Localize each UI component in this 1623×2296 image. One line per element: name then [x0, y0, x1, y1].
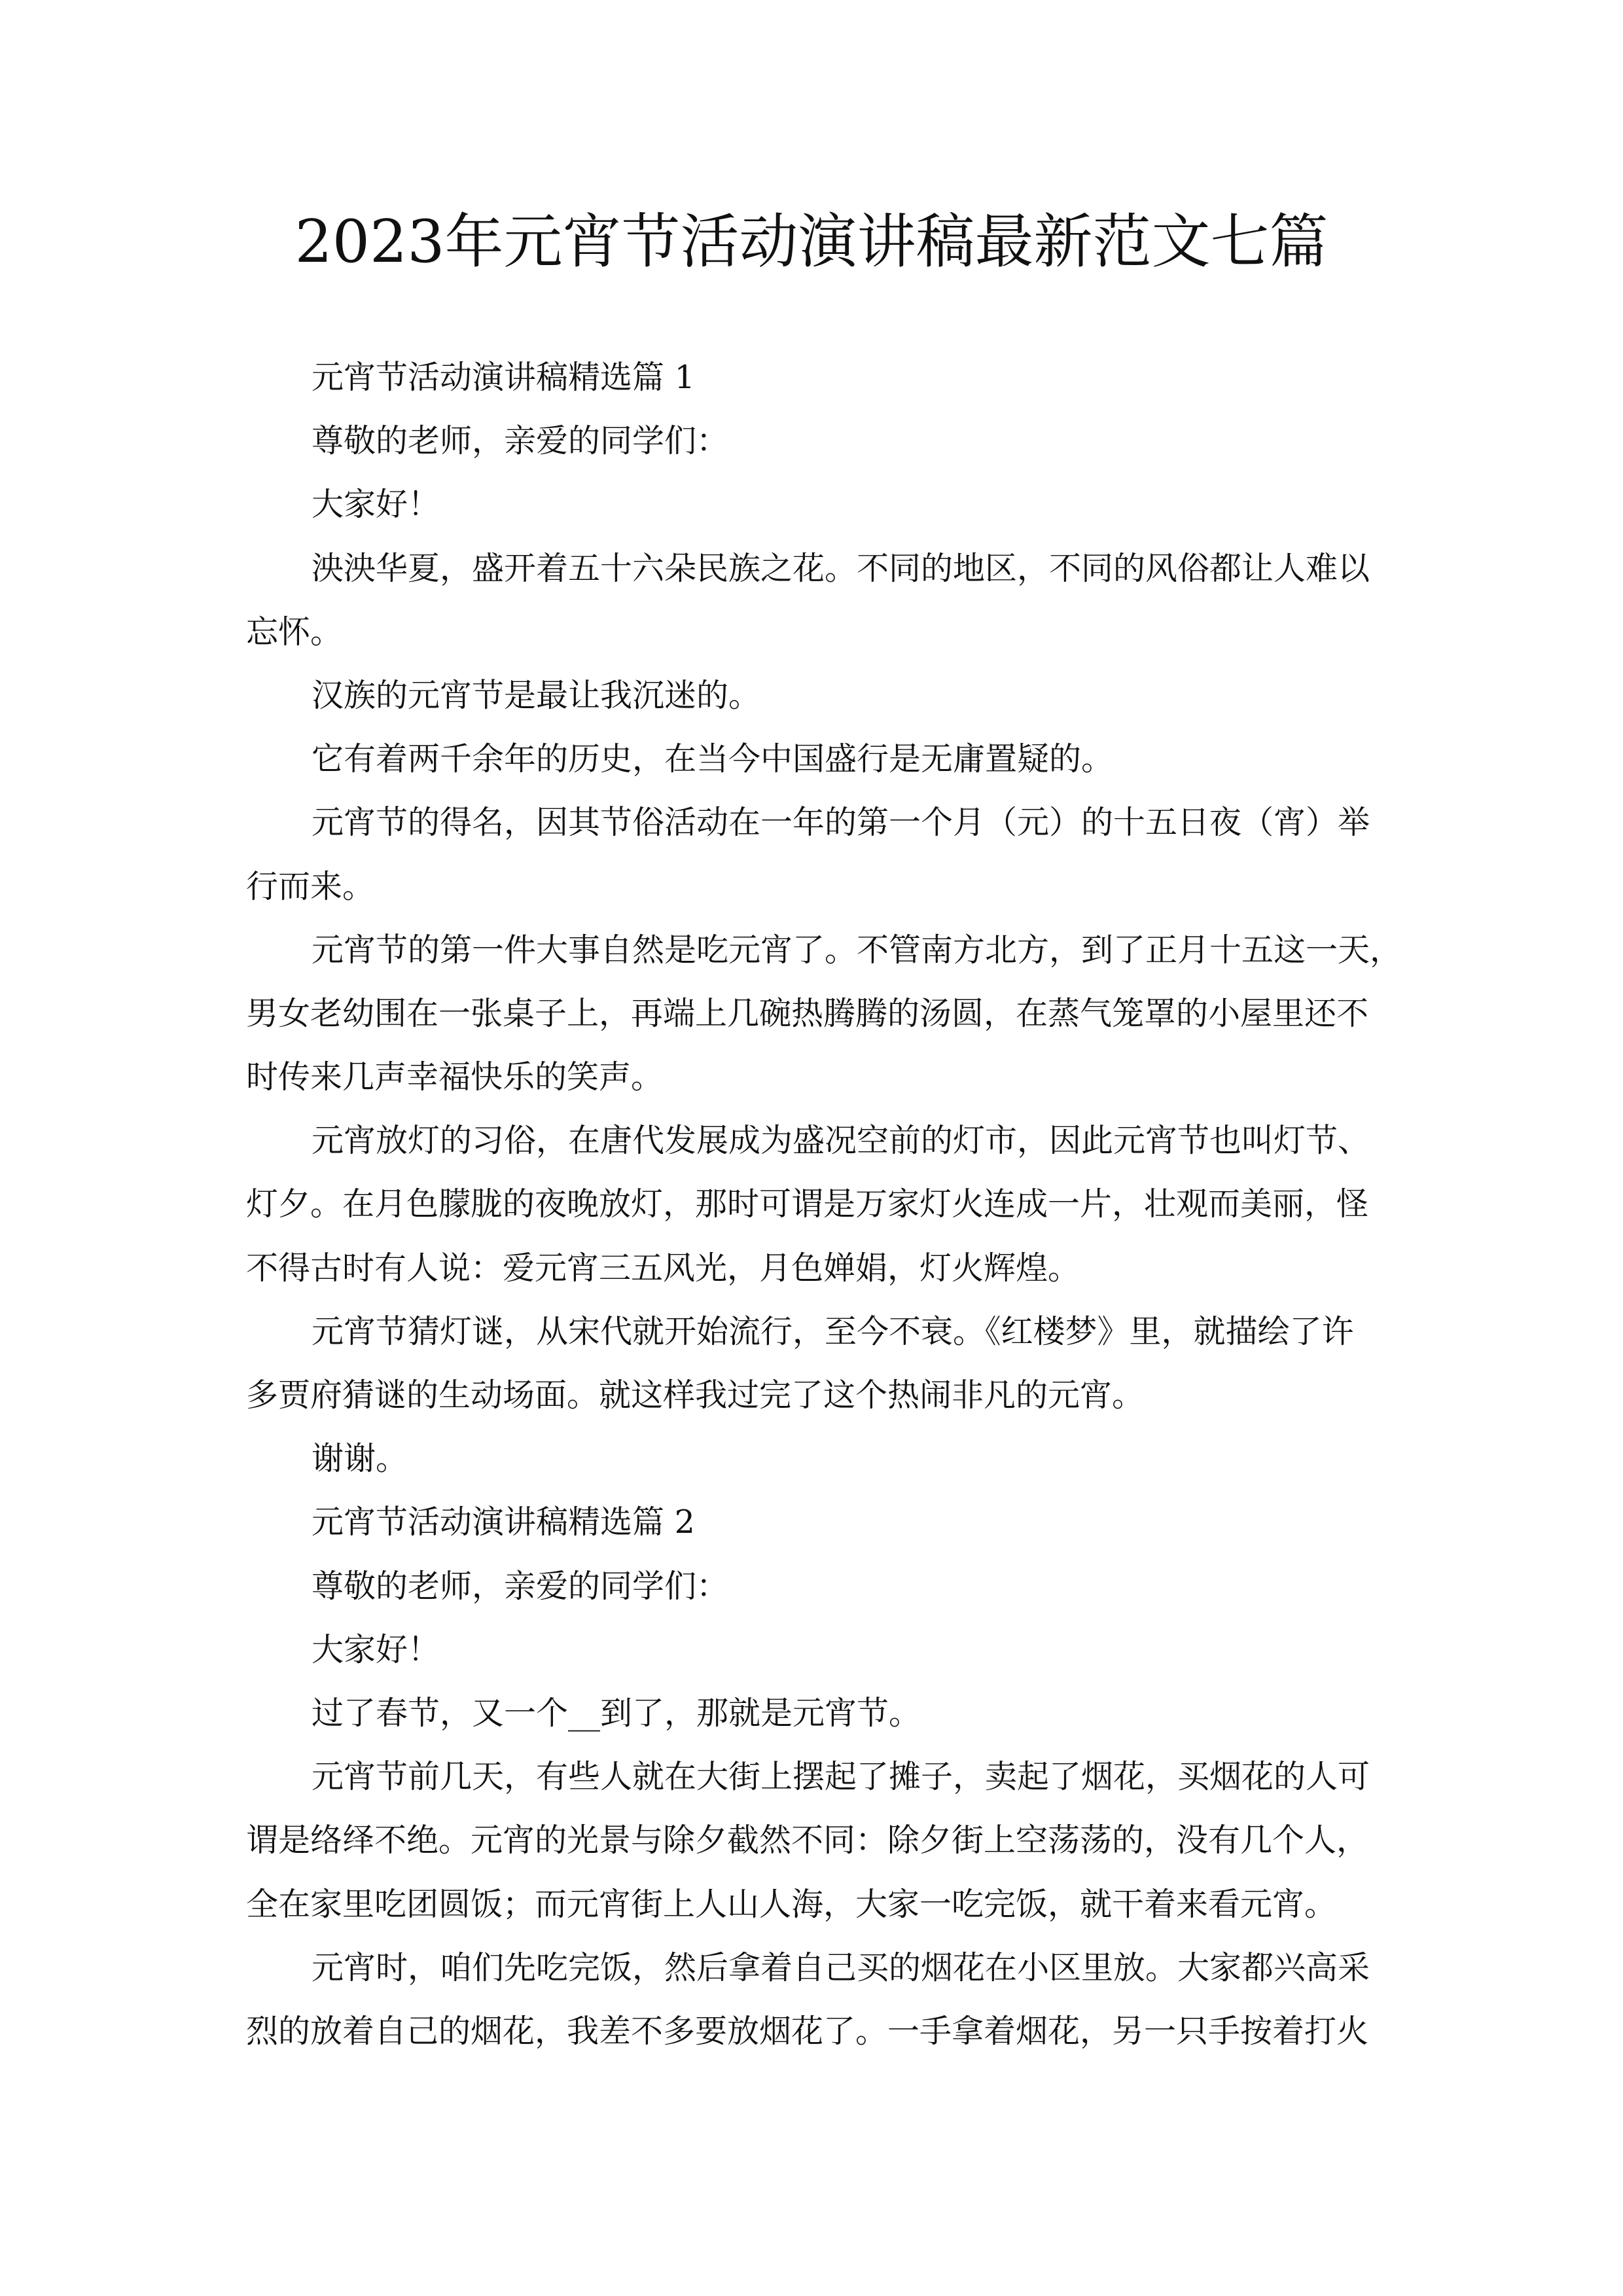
paragraph	[246, 727, 1385, 791]
text-line: 尊敬的老师，亲爱的同学们：	[312, 422, 729, 460]
text-line: 忘怀。	[246, 613, 343, 651]
text-line: 元宵节活动演讲稿精选篇 1	[312, 359, 695, 396]
text-line: 时传来几声幸福快乐的笑声。	[246, 1058, 664, 1096]
text-line: 大家好！	[312, 1630, 440, 1668]
text-line: 行而来。	[246, 867, 375, 905]
text-line: 烈的放着自己的烟花，我差不多要放烟花了。一手拿着烟花，另一只手按着打火	[246, 2012, 1369, 2050]
paragraph	[246, 1554, 1385, 1618]
text-line: 元宵时，咱们先吃完饭，然后拿着自己买的烟花在小区里放。大家都兴高采	[312, 1948, 1370, 1986]
paragraph	[246, 473, 1385, 536]
text-line: 男女老幼围在一张桌子上，再端上几碗热腾腾的汤圆，在蒸气笼罩的小屋里还不	[246, 994, 1369, 1032]
paragraph	[246, 1618, 1385, 1681]
text-line: 尊敬的老师，亲爱的同学们：	[312, 1567, 729, 1605]
text-line: 元宵节的第一件大事自然是吃元宵了。不管南方北方，到了正月十五这一天，	[312, 931, 1402, 969]
paragraph	[246, 409, 1385, 473]
text-line: 谓是络绎不绝。元宵的光景与除夕截然不同：除夕街上空荡荡的，没有几个人，	[246, 1821, 1369, 1859]
text-line: 泱泱华夏，盛开着五十六朵民族之花。不同的地区，不同的风俗都让人难以	[312, 549, 1370, 587]
paragraph	[246, 1300, 1385, 1427]
document-body	[246, 346, 1402, 2063]
text-line: 元宵节活动演讲稿精选篇 2	[312, 1503, 695, 1541]
paragraph	[246, 1936, 1385, 2063]
paragraph	[246, 664, 1385, 727]
text-line: 全在家里吃团圆饭；而元宵街上人山人海，大家一吃完饭，就干着来看元宵。	[246, 1885, 1337, 1923]
paragraph	[246, 918, 1402, 1109]
paragraph	[246, 346, 1385, 409]
paragraph	[246, 791, 1385, 918]
paragraph	[246, 537, 1385, 664]
paragraph	[246, 1427, 1385, 1490]
text-line: 大家好！	[312, 486, 440, 524]
text-line: 多贾府猜谜的生动场面。就这样我过完了这个热闹非凡的元宵。	[246, 1376, 1145, 1414]
text-line: 灯夕。在月色朦胧的夜晚放灯，那时可谓是万家灯火连成一片，壮观而美丽，怪	[246, 1185, 1369, 1223]
paragraph	[246, 1745, 1385, 1936]
text-line: 谢谢。	[312, 1440, 408, 1478]
document-title: 2023年元宵节活动演讲稿最新范文七篇	[294, 207, 1329, 276]
text-line: 过了春节，又一个__到了，那就是元宵节。	[312, 1694, 921, 1732]
text-line: 元宵放灯的习俗，在唐代发展成为盛况空前的灯市，因此元宵节也叫灯节、	[312, 1122, 1370, 1160]
paragraph	[246, 1490, 1385, 1554]
text-line: 元宵节的得名，因其节俗活动在一年的第一个月（元）的十五日夜（宵）举	[312, 804, 1370, 842]
text-line: 汉族的元宵节是最让我沉迷的。	[312, 676, 761, 714]
paragraph	[246, 1681, 1385, 1745]
paragraph	[246, 1109, 1385, 1300]
text-line: 不得古时有人说：爱元宵三五风光，月色婵娟，灯火辉煌。	[246, 1249, 1080, 1287]
text-line: 元宵节猜灯谜，从宋代就开始流行，至今不衰。《红楼梦》里，就描绘了许	[312, 1312, 1354, 1350]
text-line: 元宵节前几天，有些人就在大街上摆起了摊子，卖起了烟花，买烟花的人可	[312, 1758, 1370, 1796]
text-line: 它有着两千余年的历史，在当今中国盛行是无庸置疑的。	[312, 740, 1114, 778]
